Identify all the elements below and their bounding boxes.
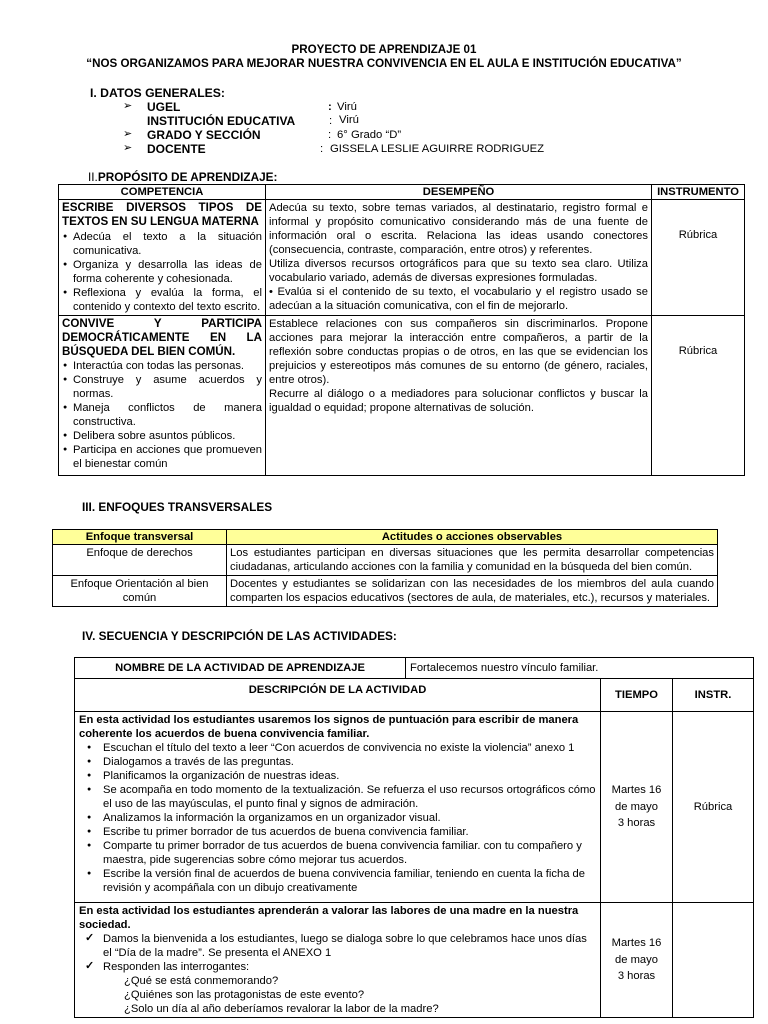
capacidades-list (62, 230, 262, 314)
tiempo-cell (601, 903, 673, 1018)
instr-cell: Rúbrica (673, 712, 754, 903)
column-header-competencia: COMPETENCIA (59, 185, 266, 200)
actividades-table (74, 657, 754, 1018)
enfoques-table (52, 529, 718, 607)
list-item: ● Maneja conflictos de manera constructiva. (62, 401, 262, 429)
enfoque-cell: Enfoque de derechos (53, 545, 227, 576)
actitudes-cell: Docentes y estudiantes se solidarizan con las necesidades de los miembros del aula cuando comparten los espacios educativos (sectores de aula, de materiales, etc.), recursos y materiales. (227, 576, 718, 607)
arrow-bullet-icon: ➢ (123, 100, 133, 112)
enfoque-cell: Enfoque Orientación al bien común (53, 576, 227, 607)
competencias-table (58, 184, 745, 476)
list-item: ● Adecúa el texto a la situación comunicativa. (62, 230, 262, 258)
instrumento-cell: Rúbrica (652, 200, 745, 316)
table-header-row (53, 530, 718, 545)
section-heading-actividades: IV. SECUENCIA Y DESCRIPCIÓN DE LAS ACTIVIDADES: (82, 629, 397, 643)
table-header-row (75, 679, 754, 712)
column-header-instr: INSTR. (673, 679, 754, 712)
table-header-row (59, 185, 745, 200)
datos-label: UGEL (147, 100, 181, 114)
desempeno-cell (266, 316, 652, 476)
datos-row-ugel (123, 100, 623, 114)
table-row (75, 712, 754, 903)
list-item: ● Delibera sobre asuntos públicos. (62, 429, 262, 443)
datos-row-grado (123, 128, 623, 142)
section-number: II. (88, 170, 98, 184)
list-item: ✓ Damos la bienvenida a los estudiantes, luego se dialoga sobre lo que celebramos hace unos días el “Día de la madre”. Se presenta el ANEXO 1 (79, 932, 596, 960)
datos-separator: : (320, 143, 324, 155)
column-header-tiempo: TIEMPO (601, 679, 673, 712)
desempeno-paragraph: Utiliza diversos recursos ortográficos para que su texto sea claro. Utiliza vocabulario variado, además de diversas expresiones formuladas. (269, 258, 648, 284)
tiempo-hours: 3 horas (617, 970, 656, 983)
desempeno-paragraph: Adecúa su texto, sobre temas variados, al destinatario, registro formal e informal y propósito comunicativo considerando más de una fuente de información oral o escrita. Relaciona las ideas usando conectores (consecuencia, contraste, comparación, entre otros) y referentes. (269, 202, 648, 256)
tiempo-hours: 3 horas (617, 817, 656, 830)
document-title: PROYECTO DE APRENDIZAJE 01 (291, 43, 477, 56)
datos-value: GISSELA LESLIE AGUIRRE RODRIGUEZ (330, 143, 545, 155)
arrow-bullet-icon: ➢ (123, 142, 133, 154)
column-header-enfoque: Enfoque transversal (53, 530, 227, 545)
datos-separator: : (329, 115, 333, 127)
section-heading-enfoques: III. ENFOQUES TRANSVERSALES (82, 500, 273, 514)
datos-value: 6° Grado “D” (337, 129, 402, 141)
list-item: ● Construye y asume acuerdos y normas. (62, 373, 262, 401)
datos-row-institucion (123, 114, 623, 128)
section-title: PROPÓSITO DE APRENDIZAJE: (97, 170, 278, 184)
activity-description-cell (75, 712, 601, 903)
arrow-bullet-icon: ➢ (123, 128, 133, 140)
list-item: ● Escuchan el título del texto a leer “Con acuerdos de convivencia no existe la violencia” anexo 1 (79, 741, 596, 755)
document-subtitle: “NOS ORGANIZAMOS PARA MEJORAR NUESTRA CONVIVENCIA EN EL AULA E INSTITUCIÓN EDUCATIVA” (86, 57, 682, 70)
activity-intro: En esta actividad los estudiantes aprenderán a valorar las labores de una madre en la nuestra sociedad. (79, 905, 579, 931)
datos-value: Virú (339, 114, 359, 126)
tiempo-month: de mayo (615, 953, 658, 966)
list-item: ● Organiza y desarrolla las ideas de forma coherente y cohesionada. (62, 258, 262, 286)
competencia-title: CONVIVE Y PARTICIPA DEMOCRÁTICAMENTE EN LA (62, 317, 262, 344)
desempeno-paragraph: • Evalúa si el contenido de su texto, el vocabulario y el registro usado se adecúan a la situación comunicativa, con el fin de mejorarlo. (269, 286, 648, 312)
competencia-cell (59, 316, 266, 476)
list-item: ● Interactúa con todas las personas. (62, 359, 262, 373)
column-header-instrumento: INSTRUMENTO (652, 185, 745, 200)
list-item: ● Reflexiona y evalúa la forma, el contenido y contexto del texto escrito. (62, 286, 262, 314)
column-header-descripcion: DESCRIPCIÓN DE LA ACTIVIDAD (75, 679, 601, 712)
competencia-title: ESCRIBE DIVERSOS TIPOS DE (62, 201, 262, 214)
datos-value: Virú (337, 101, 357, 113)
activity-name-row (75, 658, 754, 679)
desempeno-paragraph: Establece relaciones con sus compañeros sin discriminarlos. Propone acciones para mejorar la interacción entre compañeros, a partir de la reflexión sobre conductas propias o de otros, en las que se evidencian los prejuicios y estereotipos más comunes de su entorno (de género, raciales, entre otros). (269, 318, 648, 386)
datos-separator: : (328, 129, 332, 141)
capacidades-list (62, 359, 262, 471)
list-item: ● Se acompaña en todo momento de la textualización. Se refuerza el uso recursos ortográficos cómo el uso de las mayúsculas, el punto final y signos de admiración. (79, 783, 596, 811)
activity-steps-list (79, 741, 596, 895)
list-item: ● Analizamos la información la organizamos en un organizador visual. (79, 811, 596, 825)
competencia-title: TEXTOS EN SU LENGUA MATERNA (62, 215, 259, 229)
desempeno-paragraph: Recurre al diálogo o a mediadores para solucionar conflictos y buscar la igualdad o equidad; propone alternativas de solución. (269, 388, 648, 414)
list-item: ✓ Responden las interrogantes: (79, 960, 596, 974)
desempeno-cell (266, 200, 652, 316)
question-item: ¿Solo un día al año deberíamos revalorar la labor de la madre? (124, 1003, 439, 1015)
actitudes-cell: Los estudiantes participan en diversas situaciones que les permita desarrollar competencias ciudadanas, articulando acciones con la familia y comunidad en la búsqueda del bien común. (227, 545, 718, 576)
table-row (53, 576, 718, 607)
column-header-actitudes: Actitudes o acciones observables (227, 530, 718, 545)
tiempo-day: Martes 16 (611, 784, 662, 797)
list-item: ● Dialogamos a través de las preguntas. (79, 755, 596, 769)
list-item: ● Planificamos la organización de nuestras ideas. (79, 769, 596, 783)
question-item: ¿Qué se está conmemorando? (124, 975, 279, 987)
table-row (75, 903, 754, 1018)
competencia-title: BÚSQUEDA DEL BIEN COMÚN. (62, 345, 236, 358)
competencia-cell (59, 200, 266, 316)
tiempo-month: de mayo (615, 800, 658, 813)
section-heading-proposito (88, 170, 277, 185)
tiempo-cell (601, 712, 673, 903)
question-item: ¿Quiénes son las protagonistas de este evento? (124, 989, 365, 1001)
table-row (59, 316, 745, 476)
activity-name-label: NOMBRE DE LA ACTIVIDAD DE APRENDIZAJE (75, 658, 406, 679)
datos-label: GRADO Y SECCIÓN (147, 128, 261, 142)
datos-separator: : (328, 101, 332, 113)
instr-cell (673, 903, 754, 1018)
datos-label: DOCENTE (147, 142, 206, 156)
activity-steps-list (79, 932, 596, 974)
list-item: ● Participa en acciones que promueven el bienestar común (62, 443, 262, 471)
table-row (53, 545, 718, 576)
tiempo-day: Martes 16 (611, 937, 662, 950)
column-header-desempeno: DESEMPEÑO (266, 185, 652, 200)
datos-row-docente (123, 142, 623, 156)
instrumento-cell: Rúbrica (652, 316, 745, 476)
datos-label: INSTITUCIÓN EDUCATIVA (147, 114, 296, 128)
section-heading-datos-generales: I. DATOS GENERALES: (90, 86, 225, 100)
table-row (59, 200, 745, 316)
list-item: ● Escribe tu primer borrador de tus acuerdos de buena convivencia familiar. (79, 825, 596, 839)
activity-description-cell (75, 903, 601, 1018)
list-item: ● Escribe la versión final de acuerdos de buena convivencia familiar, teniendo en cuenta la ficha de revisión y acompáñala con un dibujo creativamente (79, 867, 596, 895)
activity-intro: En esta actividad los estudiantes usaremos los signos de puntuación para escribir de manera coherente los acuerdos de buena convivencia familiar. (79, 714, 579, 740)
activity-name-value: Fortalecemos nuestro vínculo familiar. (406, 658, 754, 679)
list-item: ● Comparte tu primer borrador de tus acuerdos de buena convivencia familiar. con tu compañero y maestra, pide sugerencias sobre cómo mejorar tus acuerdos. (79, 839, 596, 867)
